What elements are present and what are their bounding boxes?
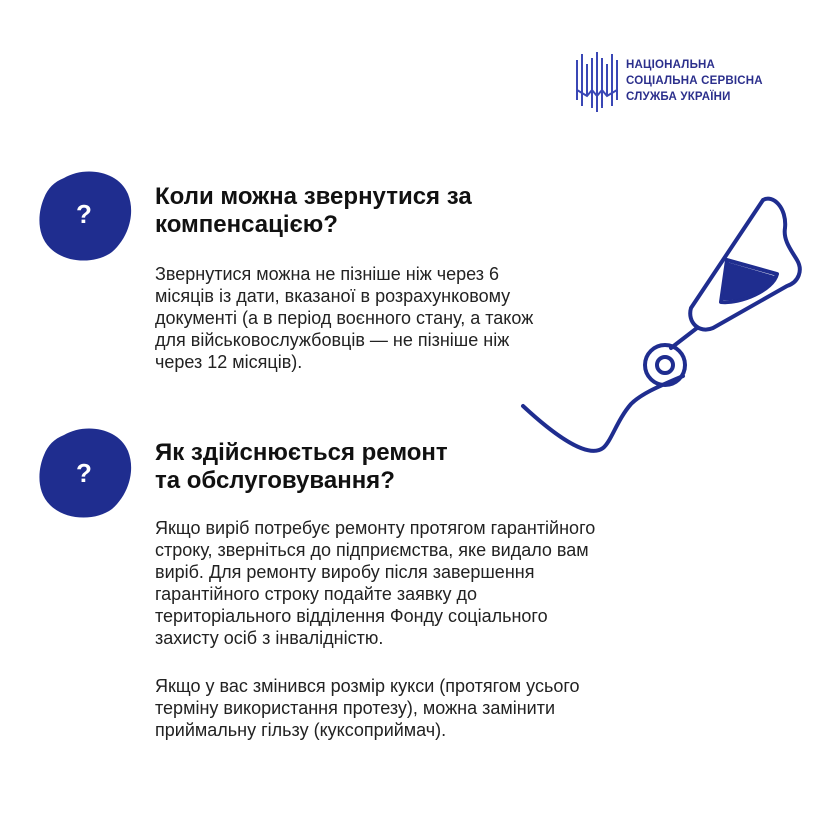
paragraph-line: територіального відділення Фонду соціального	[155, 606, 548, 626]
paragraph-line: гарантійного строку подайте заявку до	[155, 584, 478, 604]
logo-line-3: СЛУЖБА УКРАЇНИ	[626, 91, 731, 103]
logo-text	[626, 57, 763, 105]
nssu-logo-mark-icon	[574, 50, 620, 112]
question-mark-icon: ?	[76, 458, 92, 488]
question-mark-icon: ?	[76, 199, 92, 229]
section-2-paragraph-2	[155, 675, 580, 741]
paragraph-line: виріб. Для ремонту виробу після завершення	[155, 562, 535, 582]
section-2-heading	[155, 439, 448, 495]
section-2-heading-line-2: та обслуговування?	[155, 467, 395, 494]
section-1-heading-line-2: компенсацією?	[155, 211, 338, 238]
logo-line-1: НАЦІОНАЛЬНА	[626, 59, 716, 71]
paragraph-line: Звернутися можна не пізніше ніж через 6	[155, 264, 500, 284]
paragraph-line: терміну використання протезу), можна замінити	[155, 698, 556, 718]
section-1-heading	[155, 183, 472, 239]
paragraph-line: через 12 місяців).	[155, 352, 303, 372]
section-2-paragraph-1	[155, 517, 595, 649]
nssu-logo	[574, 50, 763, 112]
paragraph-line: захисту осіб з інвалідністю.	[155, 628, 384, 648]
leg-prosthesis-illustration	[515, 188, 815, 458]
paragraph-line: для військовослужбовців — не пізніше ніж	[155, 330, 510, 350]
paragraph-line: Якщо у вас змінився розмір кукси (протягом усього	[155, 676, 580, 696]
paragraph-line: строку, зверніться до підприємства, яке видало вам	[155, 540, 589, 560]
section-2-heading-line-1: Як здійснюється ремонт	[155, 439, 448, 466]
paragraph-line: документі (а в період воєнного стану, а також	[155, 308, 534, 328]
logo-line-2: СОЦІАЛЬНА СЕРВІСНА	[626, 75, 763, 87]
paragraph-line: місяців із дати, вказаної в розрахунковому	[155, 286, 511, 306]
section-1-heading-line-1: Коли можна звернутися за	[155, 183, 472, 210]
section-1-paragraph	[155, 263, 533, 373]
paragraph-line: Якщо виріб потребує ремонту протягом гарантійного	[155, 518, 596, 538]
paragraph-line: приймальну гільзу (куксоприймач).	[155, 720, 447, 740]
